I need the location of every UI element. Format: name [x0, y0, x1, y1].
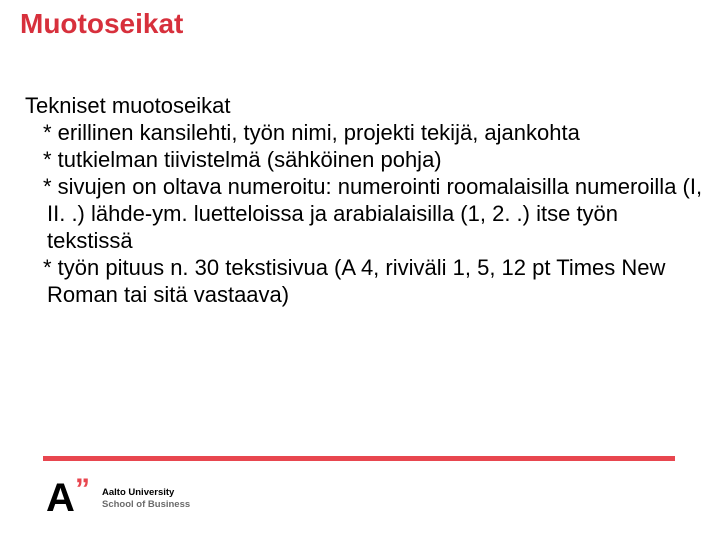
logo-letter: A [46, 476, 75, 520]
university-name: Aalto University [102, 487, 175, 498]
bullet-item: * työn pituus n. 30 tekstisivua (A 4, riviväli 1, 5, 12 pt Times New Roman tai sitä vastaava) [43, 255, 666, 307]
logo-text [102, 487, 190, 511]
bullet-item: * tutkielman tiivistelmä (sähköinen pohja) [43, 147, 442, 172]
school-name: School of Business [102, 499, 191, 510]
bullet-item: * sivujen on oltava numeroitu: numerointi roomalaisilla numeroilla (I, II. .) lähde-ym. luetteloissa ja arabialaisilla (1, 2. .) itse työn tekstissä [43, 174, 703, 253]
aalto-logo [46, 473, 191, 520]
slide-title: Muotoseikat [20, 8, 184, 39]
logo-quote-icon: ” [75, 473, 90, 506]
slide-body [25, 92, 705, 308]
section-heading: Tekniset muotoseikat [25, 93, 231, 118]
footer-divider [43, 456, 675, 461]
aalto-logo-mark [46, 473, 92, 520]
bullet-item: * erillinen kansilehti, työn nimi, projekti tekijä, ajankohta [43, 120, 580, 145]
